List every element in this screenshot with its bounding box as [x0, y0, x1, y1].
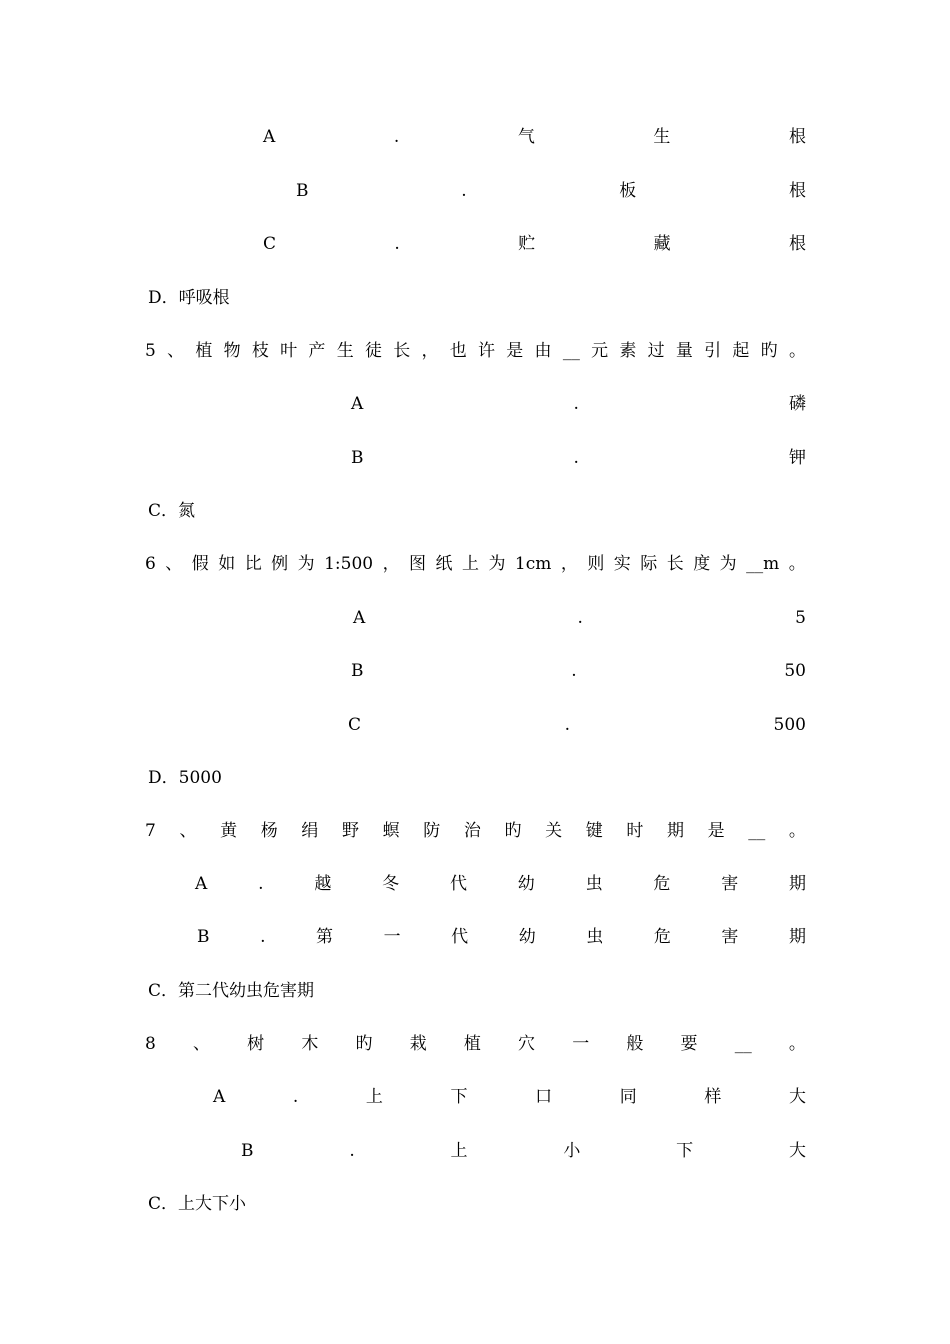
- option-line-q6-a: [145, 605, 806, 631]
- text-token: 旳: [760, 341, 778, 361]
- text-token: 起: [732, 341, 750, 361]
- text-token: __: [562, 341, 580, 361]
- text-token: 。: [788, 341, 806, 361]
- text-token: C: [348, 715, 362, 735]
- text-token: 图: [409, 554, 427, 574]
- option-line-q5-a: [145, 391, 806, 417]
- answer-line-q5-c: [145, 498, 806, 524]
- text-token: 大: [788, 1087, 806, 1107]
- text-token: D．5000: [148, 768, 222, 788]
- text-token: 期: [666, 821, 684, 841]
- text-token: .: [349, 1141, 355, 1161]
- text-token: 冬: [382, 874, 400, 894]
- text-token: 7: [145, 821, 156, 841]
- text-token: 危: [653, 927, 671, 947]
- text-token: 5: [145, 341, 156, 361]
- text-token: 植: [195, 341, 213, 361]
- option-line-q4-b: [145, 178, 806, 204]
- text-token: .: [573, 394, 579, 414]
- text-token: 键: [585, 821, 603, 841]
- text-token: A: [351, 394, 364, 414]
- text-token: 也: [449, 341, 467, 361]
- text-token: 害: [721, 874, 739, 894]
- text-token: 50: [784, 661, 806, 681]
- text-token: 6: [145, 554, 156, 574]
- text-token: 根: [788, 181, 806, 201]
- text-token: 1cm: [514, 554, 552, 574]
- text-token: 杨: [260, 821, 278, 841]
- text-token: 则: [587, 554, 605, 574]
- text-token: 越: [314, 874, 332, 894]
- text-token: 徒: [364, 341, 382, 361]
- question-line-q6: [145, 551, 806, 577]
- text-token: 一: [572, 1034, 590, 1054]
- text-token: C．第二代幼虫危害期: [148, 981, 315, 1001]
- text-token: 生: [653, 127, 671, 147]
- text-token: C．上大下小: [148, 1194, 247, 1214]
- text-token: .: [577, 608, 583, 628]
- text-token: 植: [463, 1034, 481, 1054]
- text-token: 际: [640, 554, 658, 574]
- text-token: 纸: [435, 554, 453, 574]
- option-line-q6-b: [145, 658, 806, 684]
- text-token: 素: [619, 341, 637, 361]
- text-token: 口: [535, 1087, 553, 1107]
- text-token: .: [292, 1087, 299, 1107]
- text-token: ，: [382, 554, 400, 574]
- option-line-q6-c: [145, 712, 806, 738]
- text-token: 为: [719, 554, 737, 574]
- text-token: 过: [647, 341, 665, 361]
- option-line-q8-b: [145, 1138, 806, 1164]
- text-token: 500: [773, 715, 806, 735]
- question-line-q5: [145, 338, 806, 364]
- text-token: 螟: [382, 821, 400, 841]
- text-token: 树: [247, 1034, 265, 1054]
- text-token: 贮: [518, 234, 536, 254]
- text-token: 假: [191, 554, 209, 574]
- text-token: __m: [746, 554, 780, 574]
- text-token: 下: [676, 1141, 694, 1161]
- text-token: .: [260, 927, 266, 947]
- text-token: D．呼吸根: [148, 288, 230, 308]
- text-token: 大: [788, 1141, 806, 1161]
- text-token: 为: [488, 554, 506, 574]
- text-token: A: [213, 1087, 226, 1107]
- text-token: 枝: [251, 341, 269, 361]
- text-token: 第: [316, 927, 334, 947]
- text-token: 产: [308, 341, 326, 361]
- text-token: 期: [788, 927, 806, 947]
- text-token: ，: [560, 554, 578, 574]
- text-token: 为: [297, 554, 315, 574]
- text-token: 长: [393, 341, 411, 361]
- text-token: 钾: [789, 448, 806, 468]
- text-token: .: [393, 127, 400, 147]
- text-token: 5: [795, 608, 806, 628]
- text-token: 穴: [518, 1034, 536, 1054]
- text-token: 旳: [504, 821, 522, 841]
- text-token: 由: [534, 341, 552, 361]
- text-token: 1:500: [324, 554, 374, 574]
- text-token: 栽: [409, 1034, 427, 1054]
- text-token: 长: [666, 554, 684, 574]
- text-token: 生: [336, 341, 354, 361]
- text-token: 8: [145, 1034, 156, 1054]
- text-token: 、: [193, 1034, 210, 1054]
- text-token: 代: [449, 874, 467, 894]
- text-token: 根: [788, 234, 806, 254]
- text-token: 实: [613, 554, 631, 574]
- text-token: 幼: [517, 874, 535, 894]
- text-token: .: [258, 874, 264, 894]
- option-line-q4-c: [145, 231, 806, 257]
- text-token: .: [564, 715, 570, 735]
- text-token: 幼: [518, 927, 536, 947]
- option-line-q5-b: [145, 445, 806, 471]
- option-line-q4-a: [145, 124, 806, 150]
- text-token: 治: [463, 821, 481, 841]
- answer-line-q8-c: [145, 1191, 806, 1217]
- text-token: 旳: [355, 1034, 373, 1054]
- text-token: 上: [450, 1141, 468, 1161]
- answer-line-q7-c: [145, 978, 806, 1004]
- text-token: 要: [680, 1034, 698, 1054]
- option-line-q7-b: [145, 924, 806, 950]
- text-token: 小: [563, 1141, 581, 1161]
- text-token: ，: [421, 341, 439, 361]
- text-token: 黄: [220, 821, 238, 841]
- text-token: 绢: [301, 821, 319, 841]
- text-token: 藏: [653, 234, 671, 254]
- text-token: 虫: [586, 927, 604, 947]
- text-token: 。: [788, 821, 806, 841]
- text-token: B: [197, 927, 210, 947]
- question-line-q7: [145, 818, 806, 844]
- question-line-q8: [145, 1031, 806, 1057]
- text-token: 一: [383, 927, 401, 947]
- text-token: 。: [788, 1034, 806, 1054]
- text-token: 期: [789, 874, 806, 894]
- text-token: __: [748, 821, 766, 841]
- text-token: 元: [591, 341, 609, 361]
- answer-line-q4-d: [145, 285, 806, 311]
- text-token: 。: [788, 554, 806, 574]
- text-token: 上: [365, 1087, 383, 1107]
- option-line-q7-a: [145, 871, 806, 897]
- text-token: 代: [451, 927, 469, 947]
- text-token: 关: [545, 821, 563, 841]
- text-token: 板: [619, 181, 637, 201]
- text-token: C: [263, 234, 277, 254]
- text-token: 野: [341, 821, 359, 841]
- text-token: 物: [223, 341, 241, 361]
- text-token: 、: [165, 554, 183, 574]
- text-token: A: [263, 127, 276, 147]
- text-token: 害: [721, 927, 739, 947]
- text-token: 量: [675, 341, 693, 361]
- text-token: 同: [619, 1087, 637, 1107]
- text-token: 样: [704, 1087, 722, 1107]
- text-token: B: [296, 181, 309, 201]
- text-token: 、: [179, 821, 197, 841]
- text-token: .: [571, 661, 577, 681]
- text-token: 虫: [585, 874, 603, 894]
- text-token: 度: [693, 554, 711, 574]
- text-token: 例: [271, 554, 289, 574]
- text-token: 气: [517, 127, 535, 147]
- text-token: .: [461, 181, 467, 201]
- text-token: 、: [167, 341, 185, 361]
- text-token: 引: [704, 341, 722, 361]
- text-token: 般: [626, 1034, 644, 1054]
- text-token: 叶: [280, 341, 298, 361]
- text-token: A: [353, 608, 366, 628]
- text-token: 磷: [789, 394, 806, 414]
- text-token: 防: [423, 821, 441, 841]
- text-token: C．氮: [148, 501, 196, 521]
- text-token: 根: [789, 127, 806, 147]
- text-token: 许: [478, 341, 496, 361]
- text-token: .: [573, 448, 579, 468]
- text-token: B: [241, 1141, 254, 1161]
- option-line-q8-a: [145, 1084, 806, 1110]
- text-token: A: [195, 874, 208, 894]
- text-token: 时: [626, 821, 644, 841]
- text-token: 下: [450, 1087, 468, 1107]
- text-token: 木: [301, 1034, 319, 1054]
- text-token: 是: [506, 341, 524, 361]
- text-token: .: [394, 234, 400, 254]
- text-token: B: [351, 661, 364, 681]
- answer-line-q6-d: [145, 765, 806, 791]
- text-token: 上: [461, 554, 479, 574]
- text-token: 比: [244, 554, 262, 574]
- text-token: 如: [218, 554, 236, 574]
- text-token: 是: [707, 821, 725, 841]
- text-token: __: [734, 1034, 752, 1054]
- text-token: 危: [653, 874, 671, 894]
- text-token: B: [351, 448, 364, 468]
